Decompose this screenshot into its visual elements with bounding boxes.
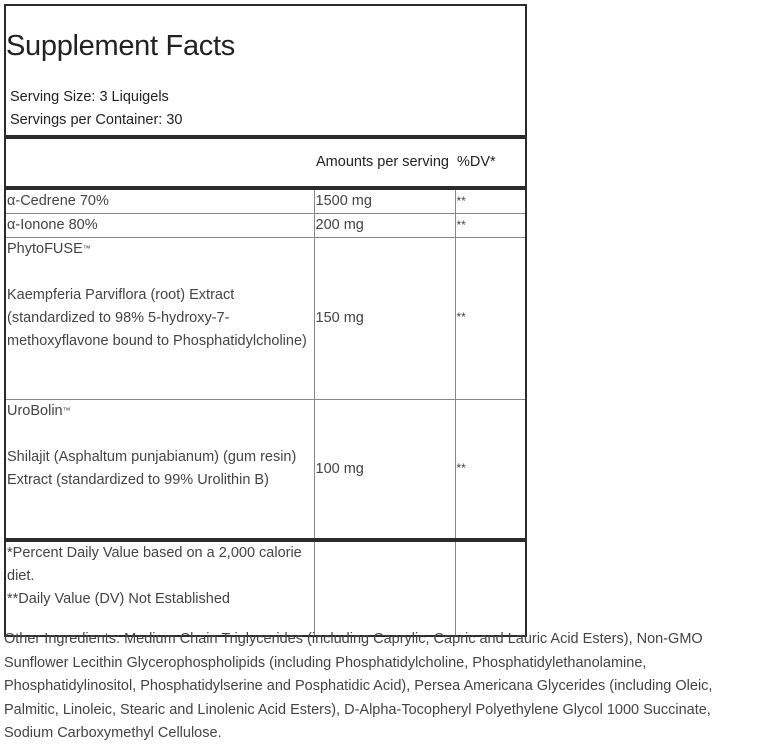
ingredient-dv (455, 400, 525, 541)
trademark-symbol: ™ (82, 244, 91, 253)
ingredient-cell (6, 400, 314, 541)
table-row (6, 238, 525, 400)
dv-stars: ** (456, 310, 466, 324)
footnote-row (6, 540, 525, 635)
ingredient-amount: 100 mg (314, 400, 455, 541)
servings-per-container: Servings per Container: 30 (10, 112, 183, 128)
ingredient-name: α-Ionone 80% (6, 214, 314, 238)
trademark-symbol: ™ (62, 406, 71, 415)
facts-header (6, 6, 525, 139)
empty-cell (314, 540, 455, 635)
ingredient-name: α-Cedrene 70% (6, 188, 314, 214)
blend-name-text: PhytoFUSE (7, 241, 83, 257)
ingredient-dv: ** (455, 188, 525, 214)
ingredient-cell (6, 238, 314, 400)
blend-name-text: UroBolin (7, 403, 63, 419)
ingredient-name: Shilajit (Asphaltum punjabianum) (gum resin) Extract (standardized to 99% Urolithin B) (7, 449, 297, 488)
ingredient-dv (455, 238, 525, 400)
ingredient-amount: 1500 mg (314, 188, 455, 214)
serving-size: Serving Size: 3 Liquigels (10, 89, 169, 105)
dv-stars: ** (456, 460, 466, 475)
table-row (6, 214, 525, 238)
empty-cell (455, 540, 525, 635)
table-row (6, 400, 525, 541)
ingredient-amount: 150 mg (314, 238, 455, 400)
footnote-not-established: **Daily Value (DV) Not Established (7, 591, 230, 607)
other-ingredients: Other Ingredients: Medium Chain Triglycerides (including Caprylic, Capric and Lauric Acid Esters), Non-GMO Sunflower Lecithin Glycerophospholipids (including Phosphatidylcholine, Phosphatidylethanolamine, Phosphatidylinositol, Phosphatidylserine and Posphatidic Acid), Persea Americana Glycerides (including Oleic, Palmitic, Linoleic, Stearic and Linolenic Acid Esters), D-Alpha-Tocopheryl Polyethylene Glycol 1000 Succinate, Sodium Carboxymethyl Cellulose. (4, 631, 713, 741)
table-header-row (6, 139, 525, 188)
spacer (7, 423, 314, 446)
table-row (6, 188, 525, 214)
blend-name (7, 238, 314, 261)
ingredient-dv: ** (455, 214, 525, 238)
header-ingredient (6, 139, 314, 188)
ingredient-amount: 200 mg (314, 214, 455, 238)
supplement-facts-panel (4, 4, 527, 637)
header-dv: %DV* (455, 139, 525, 188)
spacer (7, 261, 314, 284)
facts-table (6, 139, 525, 635)
footnote-percent-dv: *Percent Daily Value based on a 2,000 calorie diet. (7, 545, 302, 584)
header-amount: Amounts per serving (314, 139, 455, 188)
panel-title: Supplement Facts (6, 30, 235, 62)
footnotes-cell (6, 540, 314, 635)
ingredient-name: Kaempferia Parviflora (root) Extract (standardized to 98% 5-hydroxy-7-methoxyflavone bound to Phosphatidylcholine) (7, 287, 307, 349)
blend-name (7, 400, 314, 423)
